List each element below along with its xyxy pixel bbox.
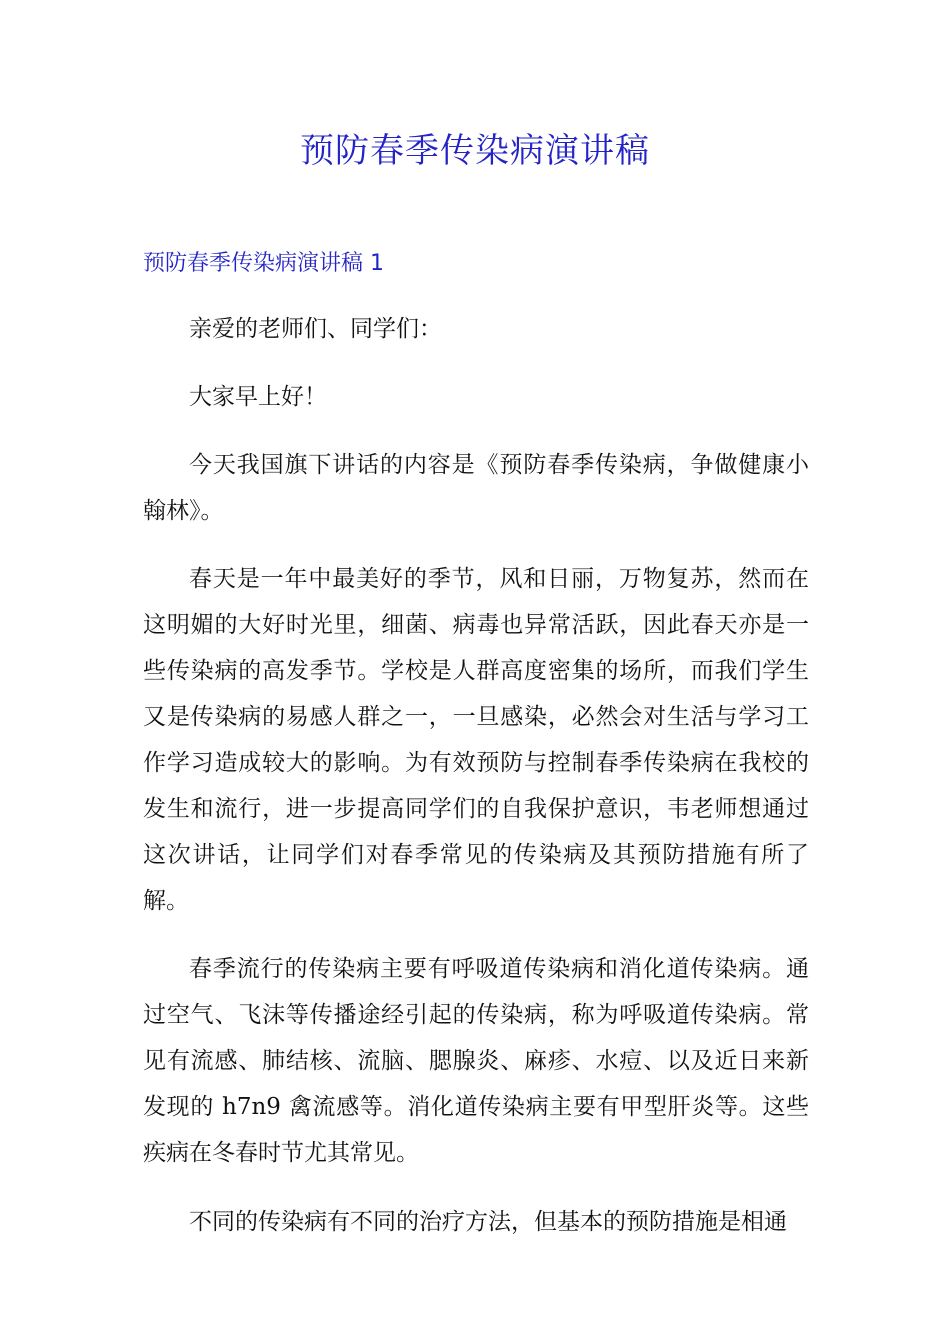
paragraph-diseases: 春季流行的传染病主要有呼吸道传染病和消化道传染病。通过空气、飞沫等传播途经引起的传染病，称为呼吸道传染病。常见有流感、肺结核、流脑、腮腺炎、麻疹、水痘、以及近日来新发现的 h7n9 禽流感等。消化道传染病主要有甲型肝炎等。这些疾病在冬春时节尤其常见。 bbox=[143, 956, 809, 1166]
paragraph-morning: 大家早上好！ bbox=[189, 384, 327, 410]
paragraph-spring: 春天是一年中最美好的季节，风和日丽，万物复苏，然而在这明媚的大好时光里，细菌、病毒也异常活跃，因此春天亦是一些传染病的高发季节。学校是人群高度密集的场所，而我们学生又是传染病的易感人群之一，一旦感染，必然会对生活与学习工作学习造成较大的影响。为有效预防与控制春季传染病在我校的发生和流行，进一步提高同学们的自我保护意识，韦老师想通过这次讲话，让同学们对春季常见的传染病及其预防措施有所了解。 bbox=[143, 566, 809, 914]
document-title: 预防春季传染病演讲稿 bbox=[300, 131, 650, 171]
paragraph-prevention: 不同的传染病有不同的治疗方法，但基本的预防措施是相通 bbox=[189, 1209, 787, 1235]
paragraph-greeting: 亲爱的老师们、同学们： bbox=[189, 316, 442, 342]
paragraph-topic: 今天我国旗下讲话的内容是《预防春季传染病，争做健康小翰林》。 bbox=[143, 452, 809, 524]
document-body bbox=[143, 306, 809, 1245]
section-heading: 预防春季传染病演讲稿 1 bbox=[143, 251, 384, 276]
